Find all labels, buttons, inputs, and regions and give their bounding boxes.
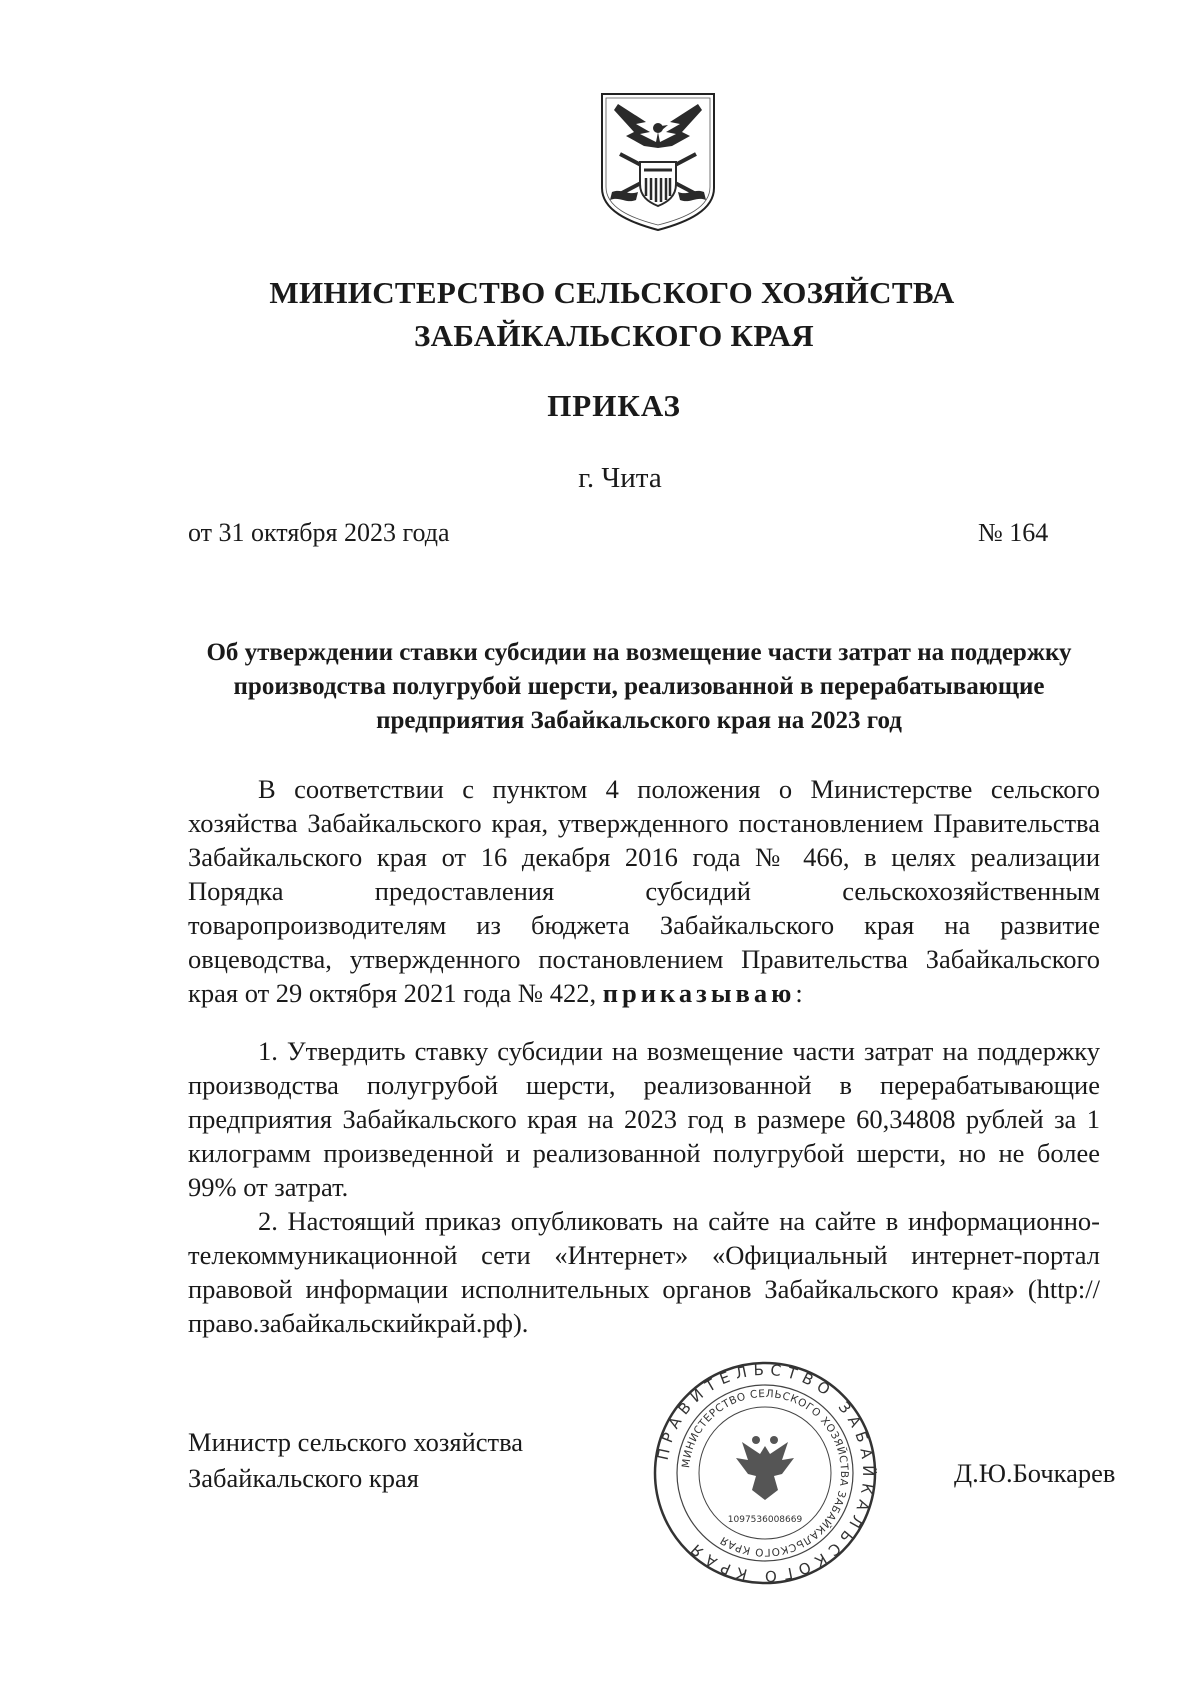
seal-outer-text: ПРАВИТЕЛЬСТВО ЗАБАЙКАЛЬСКОГО КРАЯ xyxy=(653,1360,878,1586)
order-items xyxy=(188,1034,1100,1340)
intro-paragraph xyxy=(188,772,1100,1010)
order-item-2: 2. Настоящий приказ опубликовать на сайте на сайте в информационно-телекоммуникационной сети «Интернет» «Официальный интернет-портал правовой информации исполнительных органов Забайкальского края» (http://право.забайкальскийкрай.рф). xyxy=(188,1206,1100,1338)
signatory-name: Д.Ю.Бочкарев xyxy=(954,1458,1116,1488)
signatory-position xyxy=(188,1424,523,1496)
seal-eagle-icon xyxy=(736,1436,794,1500)
document-subject: Об утверждении ставки субсидии на возмещение части затрат на поддержку производства полугрубой шерсти, реализованной в перерабатывающие предприятия Забайкальского края на 2023 год xyxy=(206,639,1072,734)
ministry-name-line1: МИНИСТЕРСТВО СЕЛЬСКОГО ХОЗЯЙСТВА xyxy=(269,275,955,310)
document-date: от 31 октября 2023 года xyxy=(188,518,450,547)
ministry-name-line2: ЗАБАЙКАЛЬСКОГО КРАЯ xyxy=(414,318,814,353)
signatory-position-line1: Министр сельского хозяйства xyxy=(188,1427,524,1457)
coat-of-arms-icon xyxy=(598,92,718,232)
order-verb: приказываю xyxy=(602,978,796,1008)
signatory-position-line2: Забайкальского края xyxy=(188,1463,419,1493)
document-number: № 164 xyxy=(978,518,1049,547)
official-seal xyxy=(650,1358,880,1588)
intro-end: : xyxy=(795,978,803,1008)
order-item-1: 1. Утвердить ставку субсидии на возмещение части затрат на поддержку производства полугрубой шерсти, реализованной в перерабатывающие предприятия Забайкальского края на 2023 год в размере 60,34808 рублей за 1 килограмм произведенной и реализованной полугрубой шерсти, но не более 99% от затрат. xyxy=(188,1036,1100,1202)
city: г. Чита xyxy=(578,462,662,494)
document-type: ПРИКАЗ xyxy=(547,388,681,423)
seal-reg-number: 1097536008669 xyxy=(727,1515,803,1525)
intro-text: В соответствии с пунктом 4 положения о Министерстве сельского хозяйства Забайкальского края, утвержденного постановлением Правительства Забайкальского края от 16 декабря 2016 года № 466, в целях реализации Порядка предоставления субсидий сельскохозяйственным товаропроизводителям из бюджета Забайкальского края на развитие овцеводства, утвержденного постановлением Правительства Забайкальского края от 29 октября 2021 года № 422, xyxy=(188,774,1100,1008)
seal-inner-text: МИНИСТЕРСТВО СЕЛЬСКОГО ХОЗЯЙСТВА ЗАБАЙКАЛЬСКОГО КРАЯ xyxy=(680,1387,851,1559)
